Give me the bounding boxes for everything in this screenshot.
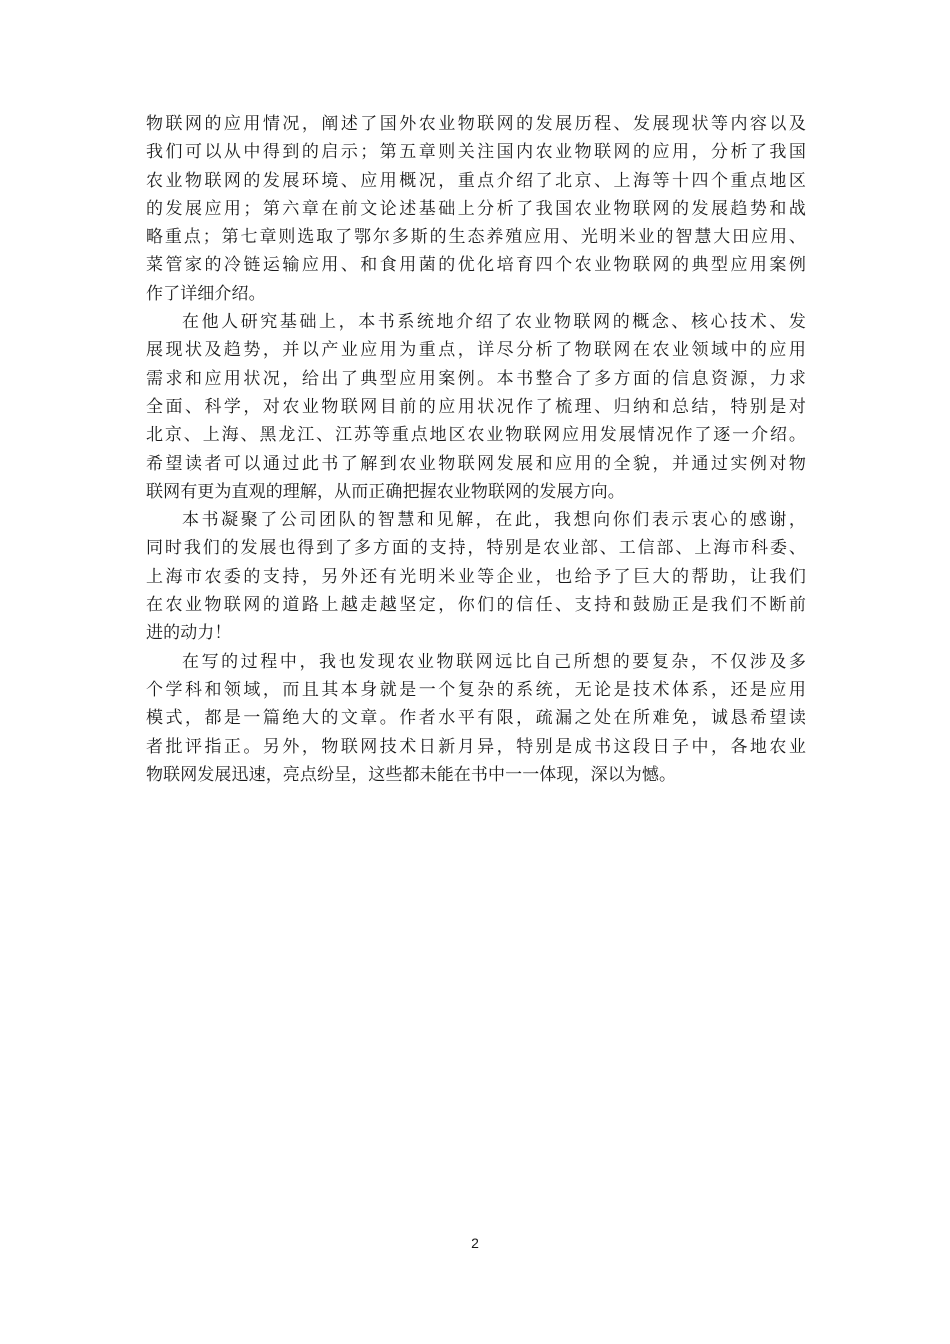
text-line: 上海市农委的支持，另外还有光明米业等企业，也给予了巨大的帮助，让我们 [146, 566, 806, 587]
text-line: 需求和应用状况，给出了典型应用案例。本书整合了多方面的信息资源，力求 [146, 368, 806, 389]
text-line: 的发展应用；第六章在前文论述基础上分析了我国农业物联网的发展趋势和战 [146, 198, 806, 219]
text-line: 物联网的应用情况，阐述了国外农业物联网的发展历程、发展现状等内容以及 [146, 114, 806, 134]
text-line: 本书凝聚了公司团队的智慧和见解，在此，我想向你们表示衷心的感谢， [182, 510, 806, 531]
text-line: 我们可以从中得到的启示；第五章则关注国内农业物联网的应用，分析了我国 [146, 142, 806, 163]
text-line: 在他人研究基础上，本书系统地介绍了农业物联网的概念、核心技术、发 [182, 312, 806, 333]
text-line: 进的动力！ [146, 623, 232, 644]
text-line: 作了详细介绍。 [146, 283, 266, 304]
text-line: 展现状及趋势，并以产业应用为重点，详尽分析了物联网在农业领域中的应用 [146, 340, 806, 361]
text-line: 希望读者可以通过此书了解到农业物联网发展和应用的全貌，并通过实例对物 [146, 453, 806, 474]
text-line: 全面、科学，对农业物联网目前的应用状况作了梳理、归纳和总结，特别是对 [146, 396, 806, 417]
text-line: 联网有更为直观的理解，从而正确把握农业物联网的发展方向。 [146, 481, 625, 502]
text-line: 在农业物联网的道路上越走越坚定，你们的信任、支持和鼓励正是我们不断前 [146, 595, 806, 616]
text-line: 同时我们的发展也得到了多方面的支持，特别是农业部、工信部、上海市科委、 [146, 538, 806, 559]
text-line: 个学科和领域，而且其本身就是一个复杂的系统，无论是技术体系，还是应用 [146, 679, 806, 700]
text-line: 物联网发展迅速，亮点纷呈，这些都未能在书中一一体现，深以为憾。 [146, 764, 677, 785]
text-line: 农业物联网的发展环境、应用概况，重点介绍了北京、上海等十四个重点地区 [146, 170, 806, 191]
text-line: 者批评指正。另外，物联网技术日新月异，特别是成书这段日子中，各地农业 [146, 736, 806, 757]
text-line: 在写的过程中，我也发现农业物联网远比自己所想的要复杂，不仅涉及多 [182, 651, 806, 672]
text-line: 菜管家的冷链运输应用、和食用菌的优化培育四个农业物联网的典型应用案例 [146, 255, 806, 276]
body-text [146, 110, 806, 789]
text-line: 略重点；第七章则选取了鄂尔多斯的生态养殖应用、光明米业的智慧大田应用、 [146, 227, 806, 248]
page-number: 2 [471, 1235, 479, 1251]
text-line: 北京、上海、黑龙江、江苏等重点地区农业物联网应用发展情况作了逐一介绍。 [146, 425, 806, 446]
text-line: 模式，都是一篇绝大的文章。作者水平有限，疏漏之处在所难免，诚恳希望读 [146, 708, 806, 729]
